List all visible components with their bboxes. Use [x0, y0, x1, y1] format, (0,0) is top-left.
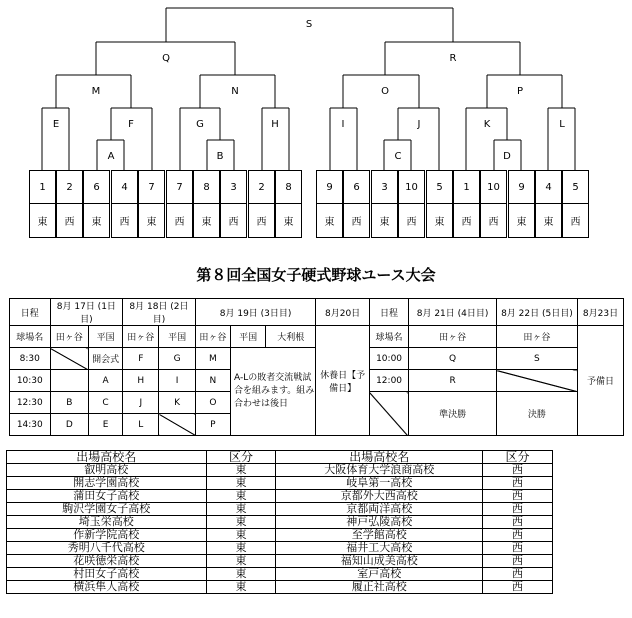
team-division: 西 [483, 490, 553, 503]
team-name: 至学館高校 [276, 529, 483, 542]
bracket-side: 東 [316, 204, 343, 238]
bracket-side: 西 [56, 204, 83, 238]
game-cell: G [159, 348, 195, 370]
time-0: 8:30 [10, 348, 51, 370]
game-cell: L [123, 414, 159, 436]
bracket-side: 東 [508, 204, 535, 238]
node-J: J [417, 119, 421, 130]
node-R: R [449, 53, 457, 64]
header-d22: 8月 22日 (5日目) [496, 299, 577, 326]
time-3: 14:30 [10, 414, 51, 436]
slash-cell [496, 370, 577, 392]
teams-header-name-2: 出場高校名 [276, 451, 483, 464]
team-name: 京都両洋高校 [276, 503, 483, 516]
bracket-side: 東 [275, 204, 302, 238]
late-time-0: 10:00 [369, 348, 409, 370]
table-row [7, 542, 553, 555]
bracket-slot: 8 [275, 170, 302, 204]
bracket-slot: 7 [166, 170, 193, 204]
team-division: 西 [483, 477, 553, 490]
team-division: 西 [483, 516, 553, 529]
teams-body [7, 464, 553, 594]
venue-d17-2: 平国 [89, 326, 123, 348]
slash-cell [159, 414, 195, 436]
team-division: 東 [206, 490, 276, 503]
team-division: 東 [206, 464, 276, 477]
table-row [7, 490, 553, 503]
header-d19: 8月 19日 (3日目) [195, 299, 316, 326]
node-B: B [216, 151, 224, 162]
bracket-slot: 5 [562, 170, 589, 204]
node-H: H [271, 119, 279, 130]
game-cell: B [50, 392, 88, 414]
bracket-side: 東 [83, 204, 110, 238]
team-name: 開志学園高校 [7, 477, 207, 490]
game-cell [50, 370, 88, 392]
node-C: C [394, 151, 402, 162]
team-division: 西 [483, 464, 553, 477]
bracket-side: 東 [193, 204, 220, 238]
team-division: 東 [206, 568, 276, 581]
team-name: 室戸高校 [276, 568, 483, 581]
team-name: 京都外大西高校 [276, 490, 483, 503]
node-F: F [128, 119, 134, 130]
team-name: 履正社高校 [276, 581, 483, 594]
table-row [7, 581, 553, 594]
team-name: 村田女子高校 [7, 568, 207, 581]
game-cell: I [159, 370, 195, 392]
schedule-table [9, 298, 624, 436]
team-name: 埼玉栄高校 [7, 516, 207, 529]
bracket-slot: 1 [29, 170, 56, 204]
bracket-side: 東 [29, 204, 56, 238]
venue-d18-1: 田ヶ谷 [123, 326, 159, 348]
bracket-slot: 6 [343, 170, 370, 204]
bracket-slot: 3 [371, 170, 398, 204]
game-cell: D [50, 414, 88, 436]
bracket-side: 西 [220, 204, 247, 238]
team-division: 東 [206, 477, 276, 490]
bracket-side: 東 [535, 204, 562, 238]
reserve-day-cell: 予備日 [577, 326, 623, 436]
node-N: N [231, 86, 239, 97]
venue-d18-2: 平国 [159, 326, 195, 348]
table-row [7, 503, 553, 516]
bracket-slot: 10 [480, 170, 507, 204]
bracket-slot: 4 [535, 170, 562, 204]
game-cell: M [195, 348, 230, 370]
game-cell: E [89, 414, 123, 436]
venue-d19-3: 大利根 [266, 326, 316, 348]
time-2: 12:30 [10, 392, 51, 414]
game-cell: R [409, 370, 497, 392]
game-cell: 開会式 [89, 348, 123, 370]
game-cell: Q [409, 348, 497, 370]
team-name: 福井工大高校 [276, 542, 483, 555]
venue-d19-2: 平国 [230, 326, 265, 348]
header-d23: 8月23日 [577, 299, 623, 326]
table-row [7, 529, 553, 542]
table-row [7, 477, 553, 490]
bracket-slot: 8 [193, 170, 220, 204]
team-division: 西 [483, 581, 553, 594]
team-name: 岐阜第一高校 [276, 477, 483, 490]
rest-day-cell: 休養日【予備日】 [316, 326, 369, 436]
game-cell: J [123, 392, 159, 414]
venue-label: 球場名 [10, 326, 51, 348]
bracket-slot: 6 [83, 170, 110, 204]
final-label: 決勝 [496, 392, 577, 436]
bracket-side: 西 [453, 204, 480, 238]
header-date2: 日程 [369, 299, 409, 326]
game-cell: P [195, 414, 230, 436]
header-d21: 8月 21日 (4日目) [409, 299, 497, 326]
node-O: O [381, 86, 389, 97]
game-cell: O [195, 392, 230, 414]
bracket-side: 西 [480, 204, 507, 238]
bracket-side: 東 [371, 204, 398, 238]
time-1: 10:30 [10, 370, 51, 392]
node-G: G [196, 119, 204, 130]
team-division: 東 [206, 503, 276, 516]
bracket-side: 西 [248, 204, 275, 238]
team-division: 東 [206, 555, 276, 568]
team-division: 西 [483, 542, 553, 555]
venue-d22: 田ヶ谷 [496, 326, 577, 348]
game-cell: K [159, 392, 195, 414]
bracket-slot: 5 [426, 170, 453, 204]
node-L: L [559, 119, 565, 130]
teams-header-div: 区分 [206, 451, 276, 464]
bracket-slot: 1 [453, 170, 480, 204]
team-division: 東 [206, 529, 276, 542]
slash-cell [50, 348, 88, 370]
bracket-side: 東 [426, 204, 453, 238]
team-name: 作新学院高校 [7, 529, 207, 542]
bracket-slot: 9 [316, 170, 343, 204]
teams-header-div-2: 区分 [483, 451, 553, 464]
node-M: M [91, 86, 101, 97]
game-cell: S [496, 348, 577, 370]
venue-d19-1: 田ヶ谷 [195, 326, 230, 348]
bracket-side: 西 [343, 204, 370, 238]
team-division: 西 [483, 568, 553, 581]
game-cell: A [89, 370, 123, 392]
team-name: 大阪体育大学浪商高校 [276, 464, 483, 477]
team-name: 蒲田女子高校 [7, 490, 207, 503]
bracket-side: 西 [398, 204, 425, 238]
bracket-slot: 7 [138, 170, 165, 204]
page-title: 第８回全国女子硬式野球ユース大会 [196, 266, 436, 284]
node-S: S [305, 19, 313, 30]
team-division: 西 [483, 529, 553, 542]
team-division: 東 [206, 516, 276, 529]
node-I: I [341, 119, 345, 130]
venue-d21: 田ヶ谷 [409, 326, 497, 348]
team-name: 横浜隼人高校 [7, 581, 207, 594]
bracket-side: 東 [138, 204, 165, 238]
teams-header-name: 出場高校名 [7, 451, 207, 464]
team-name: 神戸弘陵高校 [276, 516, 483, 529]
team-name: 叡明高校 [7, 464, 207, 477]
bracket-slot: 2 [248, 170, 275, 204]
table-row [7, 464, 553, 477]
team-division: 東 [206, 581, 276, 594]
node-P: P [516, 86, 524, 97]
header-d20: 8月20日 [316, 299, 369, 326]
team-name: 福知山成美高校 [276, 555, 483, 568]
exchange-note: A-Lの敗者交流戦試合を組みます。組み合わせは後日 [230, 348, 315, 436]
header-date: 日程 [10, 299, 51, 326]
node-E: E [52, 119, 60, 130]
venue-label-2: 球場名 [369, 326, 409, 348]
node-Q: Q [162, 53, 170, 64]
team-division: 西 [483, 555, 553, 568]
semifinal-label: 準決勝 [409, 392, 497, 436]
team-name: 秀明八千代高校 [7, 542, 207, 555]
table-row [7, 555, 553, 568]
bracket-side: 西 [111, 204, 138, 238]
venue-d17-1: 田ヶ谷 [50, 326, 88, 348]
bracket-slot: 3 [220, 170, 247, 204]
table-row [7, 568, 553, 581]
team-division: 東 [206, 542, 276, 555]
game-cell: F [123, 348, 159, 370]
game-cell: N [195, 370, 230, 392]
bracket-side: 西 [562, 204, 589, 238]
team-division: 西 [483, 503, 553, 516]
slash-cell [369, 392, 409, 436]
game-cell: H [123, 370, 159, 392]
teams-table [6, 450, 553, 594]
node-K: K [483, 119, 491, 130]
team-name: 駒沢学園女子高校 [7, 503, 207, 516]
team-name: 花咲徳栄高校 [7, 555, 207, 568]
bracket-slot: 2 [56, 170, 83, 204]
bracket-slot: 9 [508, 170, 535, 204]
bracket-slot: 4 [111, 170, 138, 204]
game-cell: C [89, 392, 123, 414]
header-d17: 8月 17日 (1日目) [50, 299, 123, 326]
late-time-1: 12:00 [369, 370, 409, 392]
node-D: D [503, 151, 511, 162]
bracket-slot: 10 [398, 170, 425, 204]
bracket-side: 西 [166, 204, 193, 238]
node-A: A [107, 151, 115, 162]
table-row [7, 516, 553, 529]
header-d18: 8月 18日 (2日目) [123, 299, 196, 326]
